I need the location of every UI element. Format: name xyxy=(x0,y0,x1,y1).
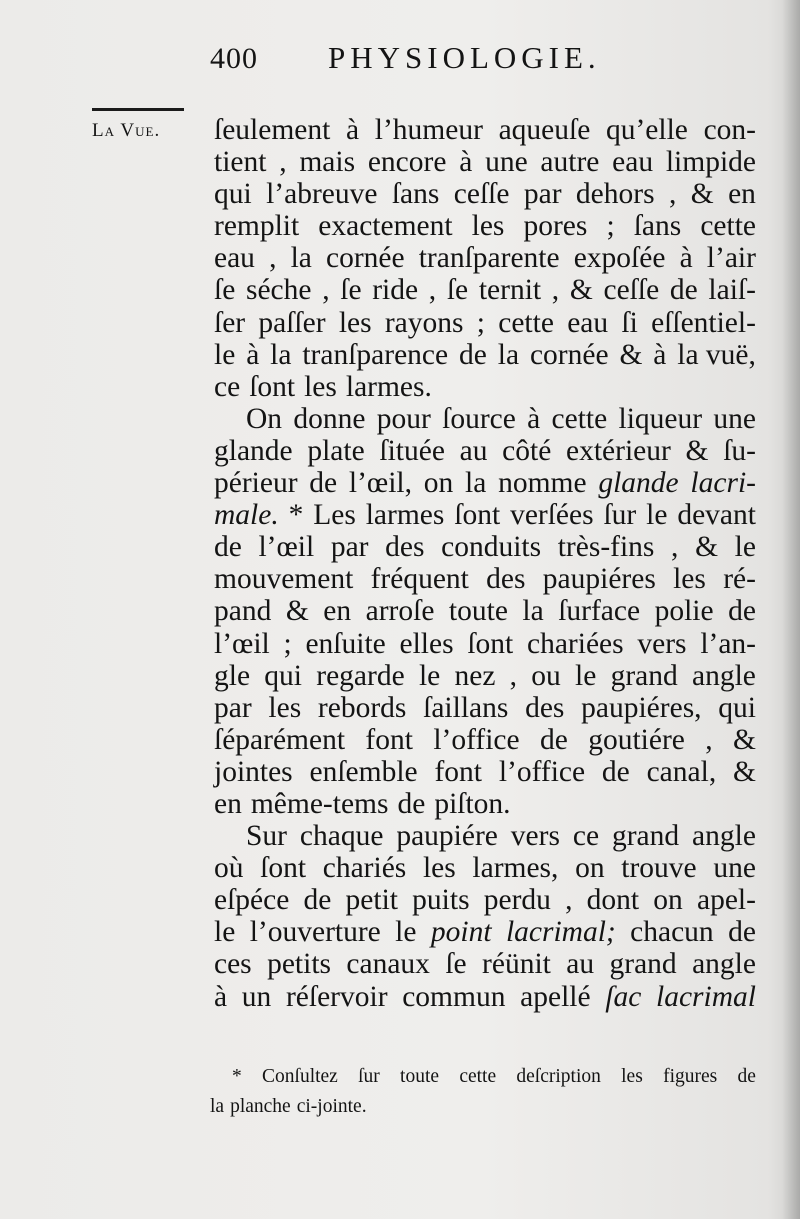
word: ce xyxy=(214,370,241,403)
word: chariées xyxy=(527,627,624,660)
word: à xyxy=(214,980,228,1013)
word: de xyxy=(214,531,242,564)
word: figures xyxy=(663,1066,718,1087)
word: donne xyxy=(293,402,366,435)
page-edge-shadow xyxy=(782,0,800,1219)
word: , xyxy=(671,531,679,564)
word: périeur xyxy=(214,467,298,500)
word: le xyxy=(418,659,441,692)
word: font xyxy=(365,723,413,756)
word: de xyxy=(601,755,630,788)
word: exactement xyxy=(318,210,453,243)
word: petits xyxy=(267,948,331,981)
text-line xyxy=(214,531,756,563)
word: * xyxy=(232,1066,242,1087)
word: à xyxy=(246,338,260,371)
text-line xyxy=(214,916,756,948)
word: dont xyxy=(586,884,640,917)
word: cette xyxy=(700,210,756,243)
word: réſervoir xyxy=(285,980,388,1013)
word: ſur xyxy=(358,1066,380,1087)
word: par xyxy=(523,178,562,211)
word: qui xyxy=(718,691,756,724)
text-line xyxy=(214,884,756,916)
word: & xyxy=(690,178,714,211)
word: ſe xyxy=(446,274,469,307)
word: très-fins xyxy=(557,531,655,564)
word: ré- xyxy=(723,563,756,596)
word: encore xyxy=(367,146,447,179)
text-line xyxy=(214,724,756,756)
word: fréquent xyxy=(370,563,469,596)
word: de xyxy=(737,1066,756,1087)
word: laiſ- xyxy=(708,274,756,307)
page-header xyxy=(210,38,660,78)
word: apel- xyxy=(696,884,756,917)
word: qui xyxy=(214,178,252,211)
word: arroſe xyxy=(365,595,435,628)
word: commun xyxy=(402,980,506,1013)
word: regarde xyxy=(316,659,405,692)
word: ceſſe xyxy=(453,178,510,211)
word: cette xyxy=(498,306,554,339)
word: les xyxy=(304,370,337,403)
word: le xyxy=(734,531,756,564)
word: qui xyxy=(264,659,302,692)
word: ride xyxy=(372,274,419,307)
word: même-tems xyxy=(250,787,389,820)
word: ; xyxy=(283,627,292,660)
word: ſaillans xyxy=(423,691,509,724)
word: enſemble xyxy=(309,755,418,788)
word: la xyxy=(465,467,487,500)
word: ſi xyxy=(621,306,638,339)
word: ; xyxy=(606,210,615,243)
word: les xyxy=(471,210,505,243)
word: , xyxy=(551,274,560,307)
word: on xyxy=(423,467,454,500)
word: de xyxy=(728,595,756,628)
word: trouve xyxy=(621,852,697,885)
word: ſe xyxy=(214,274,236,307)
word: ſac xyxy=(605,980,642,1013)
word: lacrimal xyxy=(656,980,756,1013)
word: la xyxy=(290,242,312,275)
text-line xyxy=(214,820,756,852)
text-line xyxy=(214,274,756,306)
word: larmes xyxy=(365,499,445,532)
word: Conſultez xyxy=(262,1066,338,1087)
word: * xyxy=(288,499,304,532)
text-line xyxy=(214,210,756,242)
word: ſu- xyxy=(723,434,756,467)
margin-rule xyxy=(92,108,184,111)
word: de xyxy=(303,884,332,917)
word: de xyxy=(539,723,568,756)
footnote-line xyxy=(210,1062,756,1092)
word: canaux xyxy=(346,948,430,981)
word: l’office xyxy=(433,723,520,756)
word: & xyxy=(285,595,309,628)
word: à xyxy=(459,146,473,179)
word: nomme xyxy=(498,467,587,500)
word: deſcription xyxy=(516,1066,601,1087)
word: grand xyxy=(610,659,678,692)
page-number: 400 xyxy=(210,42,258,75)
word: expoſée xyxy=(573,242,666,275)
word: l’office xyxy=(498,755,586,788)
word: ſont xyxy=(454,499,501,532)
word: à xyxy=(679,242,693,275)
text-line xyxy=(214,403,756,435)
text-line xyxy=(214,563,756,595)
word: pand xyxy=(214,595,272,628)
word: la vuë, xyxy=(677,338,756,371)
word: goutiére xyxy=(588,723,685,756)
word: les xyxy=(422,852,456,885)
word: ſource xyxy=(442,402,516,435)
word: & xyxy=(685,434,709,467)
word: la xyxy=(522,595,544,628)
word: tranſparence xyxy=(302,338,449,371)
word: verſées xyxy=(510,499,594,532)
word: côté xyxy=(502,434,552,467)
word: de xyxy=(397,787,426,820)
word: polie xyxy=(654,595,714,628)
word: cette xyxy=(551,402,608,435)
word: des xyxy=(486,563,526,596)
word: & xyxy=(695,531,719,564)
word: petit xyxy=(345,884,398,917)
text-line xyxy=(214,692,756,724)
text-line xyxy=(214,981,756,1013)
word: par xyxy=(330,531,369,564)
text-line xyxy=(214,788,756,820)
text-line xyxy=(214,852,756,884)
word: qu’elle xyxy=(605,114,688,146)
word: On xyxy=(246,402,283,435)
word: , xyxy=(705,723,713,756)
word: l’œil, xyxy=(348,467,412,500)
word: chariés xyxy=(322,852,407,885)
word: vers xyxy=(510,820,560,853)
word: eſpéce xyxy=(214,884,290,917)
word: en xyxy=(323,595,352,628)
word: aqueuſe xyxy=(498,114,591,146)
text-line xyxy=(214,499,756,531)
word: ſans xyxy=(633,210,682,243)
word: l’air xyxy=(706,242,756,275)
word: dehors xyxy=(575,178,655,211)
word: eau xyxy=(612,146,654,179)
word: glande xyxy=(598,467,679,500)
word: rayons xyxy=(384,306,464,339)
word: ſéparément xyxy=(214,723,346,756)
word: les xyxy=(621,1066,643,1087)
word: au xyxy=(459,434,488,467)
word: eau xyxy=(567,306,609,339)
word: ces xyxy=(214,948,252,981)
footnote xyxy=(210,1062,756,1122)
word: mais xyxy=(299,146,356,179)
word: rebords xyxy=(317,691,407,724)
word: , xyxy=(668,178,677,211)
word: perdu xyxy=(483,884,551,917)
word: grand xyxy=(611,820,680,853)
word: glande xyxy=(214,434,293,467)
text-line xyxy=(214,435,756,467)
word: , xyxy=(565,884,573,917)
word: & xyxy=(732,723,756,756)
word: ceſſe xyxy=(603,274,660,307)
word: chacun xyxy=(630,916,714,949)
word: larmes. xyxy=(345,370,432,403)
word: ce xyxy=(572,820,600,853)
word: cornée xyxy=(529,338,609,371)
word: vers xyxy=(637,627,687,660)
text-line xyxy=(214,628,756,660)
word: enſuite xyxy=(305,627,386,660)
word: liqueur xyxy=(618,402,703,435)
word: & xyxy=(569,274,593,307)
word: à xyxy=(653,338,667,371)
word: le xyxy=(214,916,236,949)
word: la xyxy=(210,1096,225,1117)
word: de xyxy=(728,916,756,949)
word: la xyxy=(270,338,292,371)
word: un xyxy=(241,980,272,1013)
word: en xyxy=(728,178,756,211)
word: les xyxy=(268,691,302,724)
body-text xyxy=(214,114,756,1013)
word: paſſer xyxy=(258,306,326,339)
word: puits xyxy=(412,884,470,917)
word: Sur xyxy=(246,820,287,853)
word: angle xyxy=(692,820,756,853)
word: par xyxy=(214,691,252,724)
word: paupiére xyxy=(396,820,498,853)
word: ſituée xyxy=(379,434,445,467)
word: ternit xyxy=(478,274,542,307)
word: devant xyxy=(677,499,756,532)
word: toute xyxy=(448,595,508,628)
word: les xyxy=(338,306,372,339)
word: canal, xyxy=(646,755,717,788)
text-line xyxy=(214,948,756,980)
word: ci-jointe. xyxy=(296,1096,367,1117)
word: ſe xyxy=(340,274,362,307)
word: le xyxy=(395,916,417,949)
word: on xyxy=(575,852,605,885)
word: , xyxy=(509,659,518,692)
word: des xyxy=(525,691,565,724)
word: l’an- xyxy=(700,627,756,660)
word: & xyxy=(619,338,643,371)
word: l’humeur xyxy=(374,114,483,146)
running-title: PHYSIOLOGIE. xyxy=(328,40,601,75)
word: conduits xyxy=(441,531,542,564)
word: ſont xyxy=(249,370,296,403)
word: pour xyxy=(376,402,431,435)
word: chaque xyxy=(299,820,384,853)
word: ſur xyxy=(603,499,637,532)
word: cette xyxy=(459,1066,497,1087)
word: le xyxy=(214,338,236,371)
word: mouvement xyxy=(214,563,354,596)
word: planche xyxy=(230,1096,291,1117)
word: ſeulement xyxy=(214,114,331,146)
word: ſe xyxy=(445,948,467,981)
text-line xyxy=(214,756,756,788)
text-line xyxy=(214,178,756,210)
word: paupiéres xyxy=(542,563,656,596)
word: ſurface xyxy=(558,595,641,628)
word: à xyxy=(346,114,360,146)
word: gle xyxy=(214,659,251,692)
text-line xyxy=(214,595,756,627)
word: ſans xyxy=(391,178,440,211)
text-line xyxy=(214,114,756,146)
word: séche xyxy=(245,274,312,307)
word: eau xyxy=(214,242,255,275)
word: ſer xyxy=(214,306,246,339)
word: des xyxy=(385,531,425,564)
word: de xyxy=(309,467,338,500)
word: tranſparente xyxy=(418,242,560,275)
word: de xyxy=(459,338,487,371)
word: réünit xyxy=(482,948,551,981)
word: apellé xyxy=(520,980,591,1013)
word: male. xyxy=(214,499,279,532)
footnote-line xyxy=(210,1092,756,1122)
word: extérieur xyxy=(566,434,671,467)
word: au xyxy=(566,948,595,981)
word: toute xyxy=(400,1066,440,1087)
text-line xyxy=(214,371,756,403)
word: une xyxy=(485,146,528,179)
word: l’œil xyxy=(258,531,315,564)
word: nez xyxy=(454,659,496,692)
word: paupiéres, xyxy=(581,691,702,724)
word: font xyxy=(434,755,482,788)
word: l’abreuve xyxy=(266,178,378,211)
word: on xyxy=(653,884,683,917)
word: elles xyxy=(399,627,454,660)
word: , xyxy=(428,274,437,307)
word: angle xyxy=(692,659,756,692)
word: tient xyxy=(214,146,267,179)
word: le xyxy=(646,499,668,532)
word: à xyxy=(527,402,541,435)
word: le xyxy=(575,659,597,692)
word: la xyxy=(497,338,520,371)
word: où xyxy=(214,852,244,885)
word: l’ouverture xyxy=(249,916,381,949)
word: , xyxy=(279,146,287,179)
word: & xyxy=(733,755,756,788)
word: , xyxy=(322,274,330,307)
word: con- xyxy=(703,114,756,146)
text-line xyxy=(214,339,756,371)
word: autre xyxy=(540,146,600,179)
text-line xyxy=(214,660,756,692)
word: l’œil xyxy=(214,627,270,660)
text-line xyxy=(214,467,756,499)
word: limpide xyxy=(665,146,756,179)
word: cornée xyxy=(325,242,405,275)
word: , xyxy=(269,242,277,275)
word: Les xyxy=(313,499,356,532)
word: point xyxy=(430,916,492,949)
word: eſſentiel- xyxy=(651,306,756,339)
text-line xyxy=(214,307,756,339)
word: remplit xyxy=(214,210,300,243)
word: une xyxy=(713,402,756,435)
word: ; xyxy=(476,306,485,339)
word: les xyxy=(673,563,706,596)
word: de xyxy=(669,274,698,307)
text-line xyxy=(214,146,756,178)
word: pores xyxy=(523,210,588,243)
word: jointes xyxy=(214,755,293,788)
word: lacri- xyxy=(690,467,756,500)
word: ſont xyxy=(467,627,514,660)
text-line xyxy=(214,242,756,274)
word: angle xyxy=(692,948,756,981)
word: lacrimal; xyxy=(505,916,616,949)
word: une xyxy=(713,852,756,885)
word: plate xyxy=(307,434,365,467)
word: piſton. xyxy=(434,787,511,820)
word: grand xyxy=(609,948,677,981)
word: en xyxy=(214,787,242,820)
margin-note: La Vue. xyxy=(92,120,161,141)
word: ſont xyxy=(260,852,307,885)
word: ou xyxy=(531,659,561,692)
word: larmes, xyxy=(472,852,559,885)
